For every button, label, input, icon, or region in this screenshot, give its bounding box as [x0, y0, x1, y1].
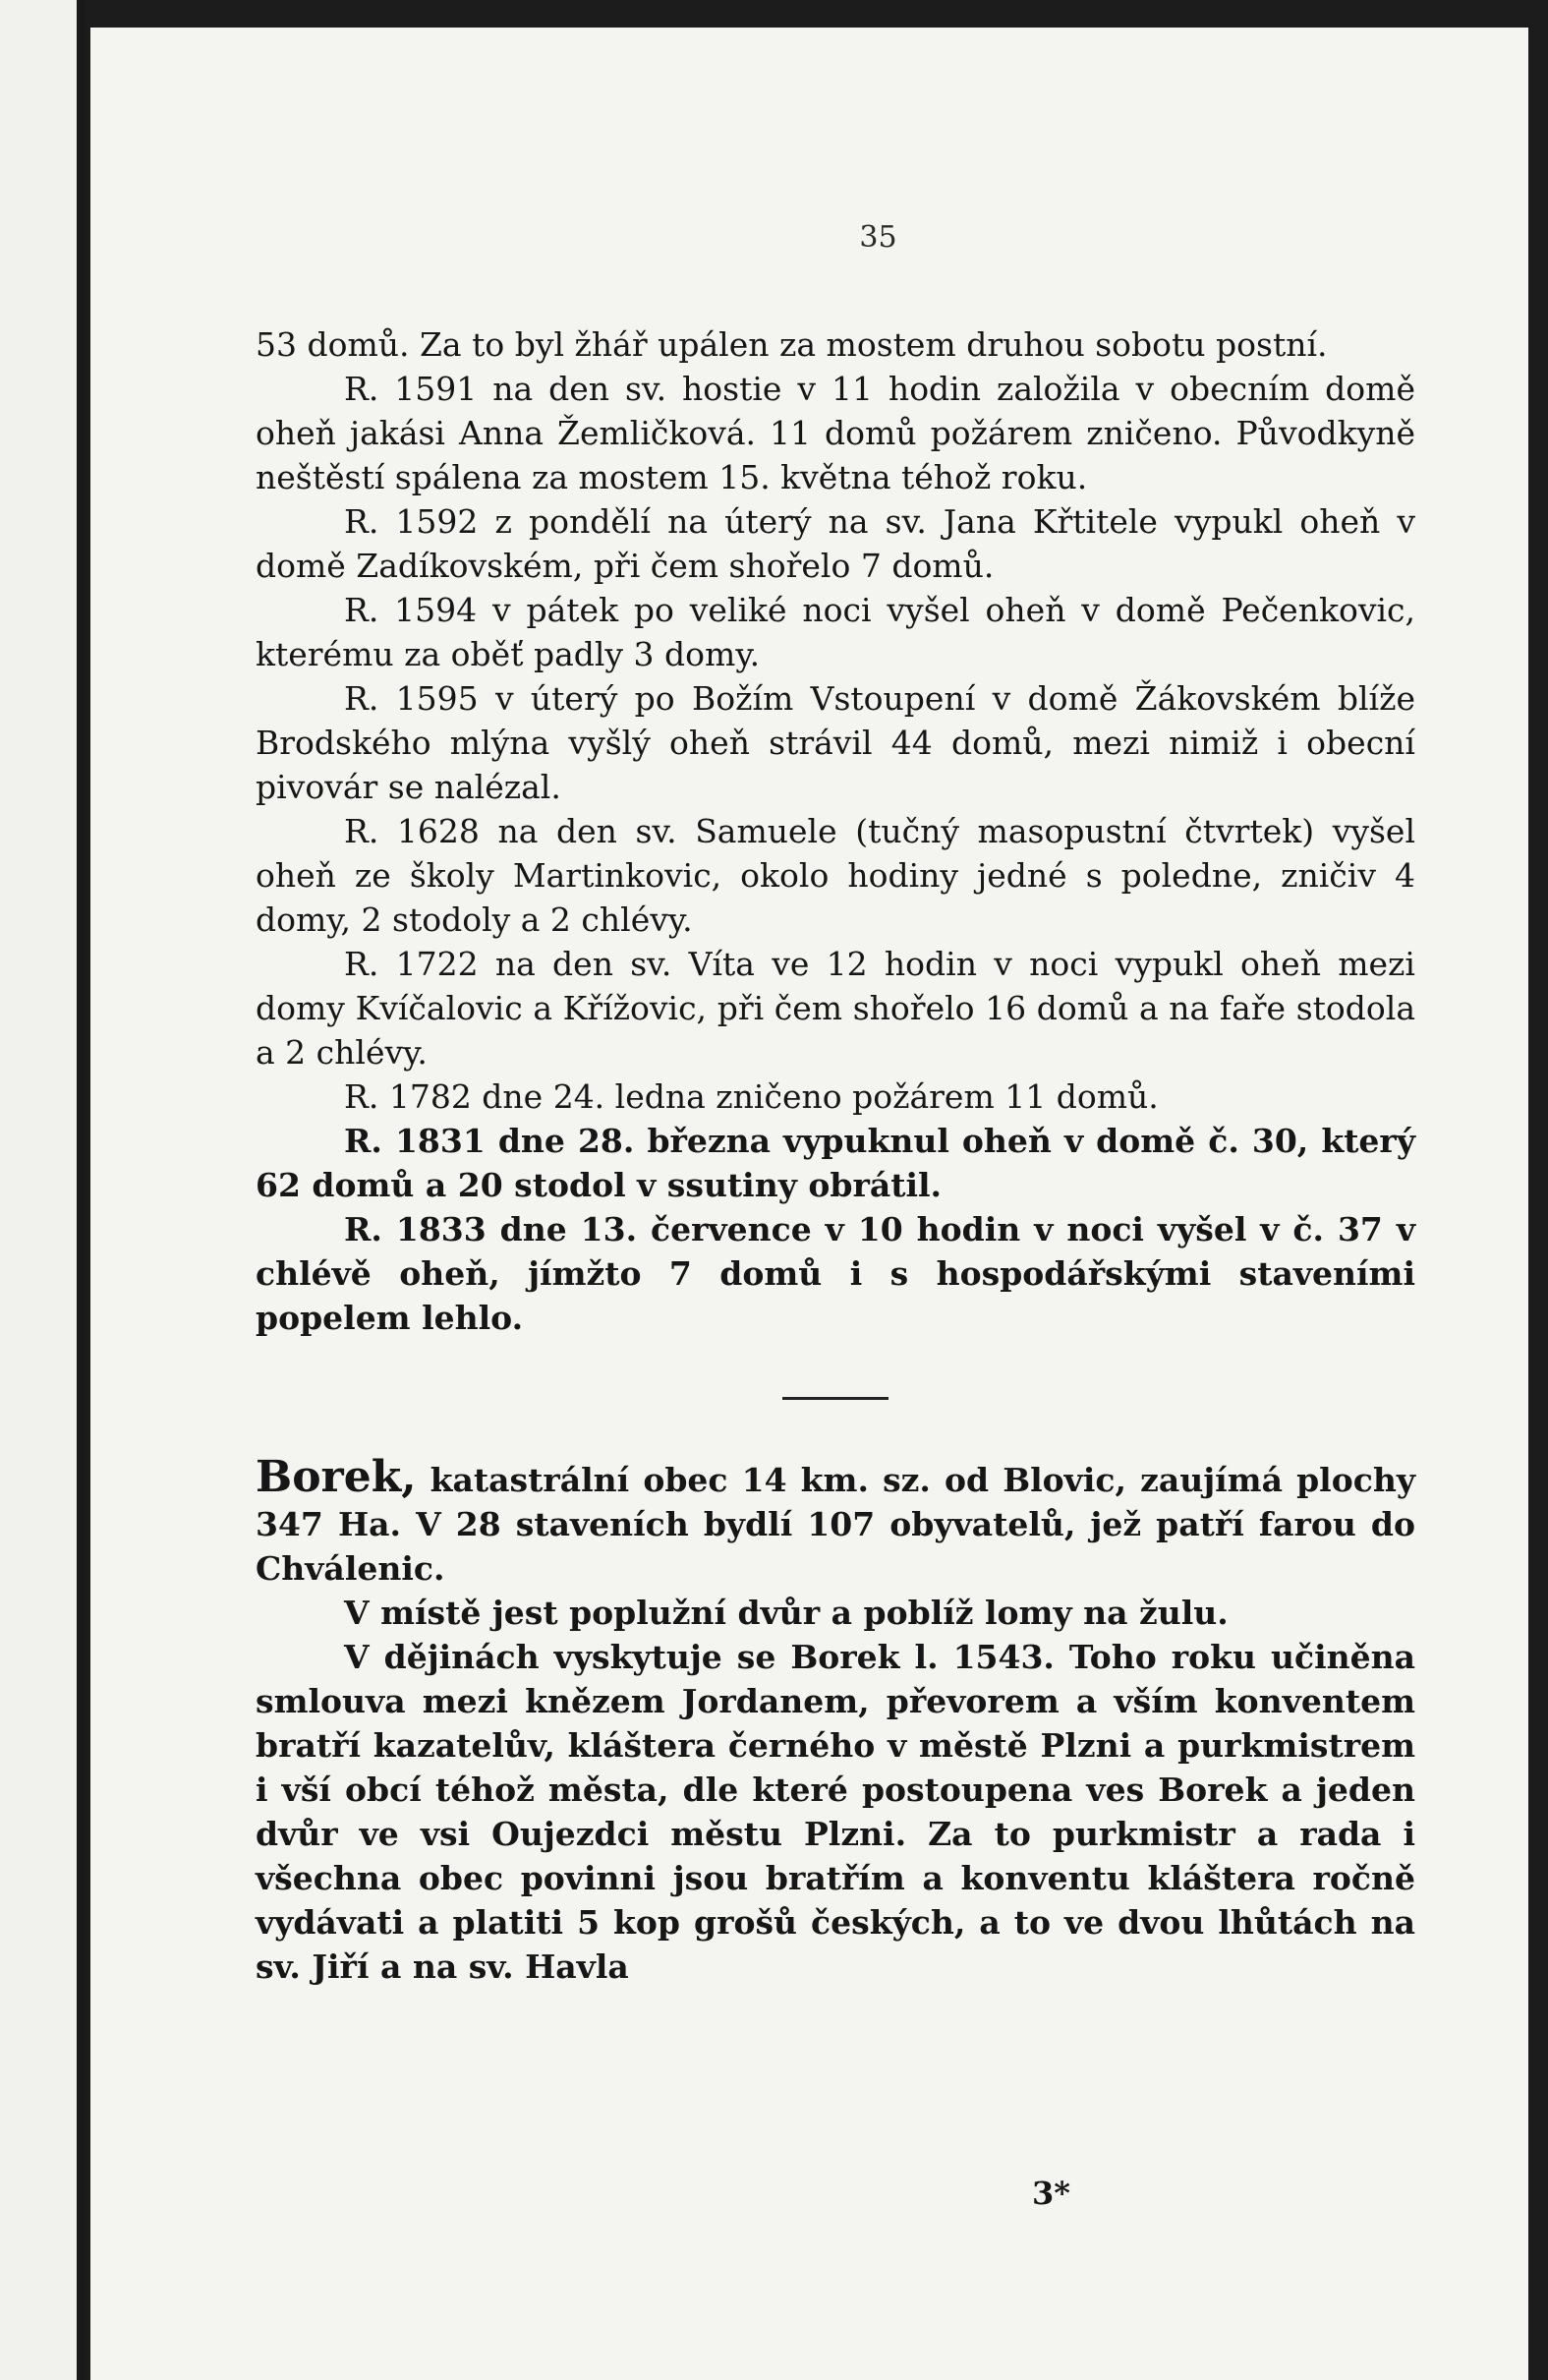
previous-page-strip	[0, 0, 83, 2380]
book-page	[90, 28, 1528, 2380]
borek-heading: Borek,	[256, 1452, 417, 1502]
borek-intro-text: katastrální obec 14 km. sz. od Blovic, zaujímá plochy 347 Ha. V 28 staveních bydlí 107 obyvatelů, jež patří farou do Chválenic.	[256, 1461, 1415, 1588]
paragraph-5: R. 1595 v úterý po Božím Vstoupení v domě Žákovském blíže Brodského mlýna vyšlý oheň strávil 44 domů, mezi nimiž i obecní pivovár se nalézal.	[256, 679, 1415, 806]
paragraph-4: R. 1594 v pátek po veliké noci vyšel oheň v domě Pečenkovic, kterému za oběť padly 3 domy.	[256, 591, 1415, 673]
paragraph-3: R. 1592 z pondělí na úterý na sv. Jana Křtitele vypukl oheň v domě Zadíkovském, při čem shořelo 7 domů.	[256, 502, 1415, 585]
paragraph-8: R. 1782 dne 24. ledna zničeno požárem 11 domů.	[344, 1077, 1159, 1116]
borek-paragraph-1: V místě jest poplužní dvůr a poblíž lomy na žulu.	[344, 1594, 1229, 1632]
paragraph-9: R. 1831 dne 28. března vypuknul oheň v domě č. 30, který 62 domů a 20 stodol v ssutiny obrátil.	[256, 1122, 1415, 1204]
paragraph-2: R. 1591 na den sv. hostie v 11 hodin založila v obecním domě oheň jakási Anna Žemličková. 11 domů požárem zničeno. Původkyně neštěstí spálena za mostem 15. května téhož roku.	[256, 370, 1415, 496]
paragraph-6: R. 1628 na den sv. Samuele (tučný masopustní čtvrtek) vyšel oheň ze školy Martinkovic, okolo hodiny jedné s poledne, zničiv 4 domy, 2 stodoly a 2 chlévy.	[256, 812, 1415, 939]
paragraph-7: R. 1722 na den sv. Víta ve 12 hodin v noci vypukl oheň mezi domy Kvíčalovic a Křížovic, při čem shořelo 16 domů a na faře stodola a 2 chlévy.	[256, 945, 1415, 1072]
page-number: 35	[859, 220, 897, 255]
borek-intro-paragraph	[256, 1452, 1415, 1591]
page-edge-shadow	[77, 0, 85, 2380]
signature-mark: 3*	[1032, 2175, 1070, 2212]
paragraph-1: 53 domů. Za to byl žhář upálen za mostem druhou sobotu postní.	[256, 325, 1328, 364]
borek-paragraph-2: V dějinách vyskytuje se Borek l. 1543. Toho roku učiněna smlouva mezi knězem Jordanem, převorem a vším konventem bratří kazatelův, kláštera černého v městě Plzni a purkmistrem i vší obcí téhož města, dle které postoupena ves Borek a jeden dvůr ve vsi Oujezdci městu Plzni. Za to purkmistr a rada i všechna obec povinni jsou bratřím a konventu kláštera ročně vydávati a platiti 5 kop grošů českých, a to ve dvou lhůtách na sv. Jiří a na sv. Havla	[256, 1638, 1415, 1986]
section-divider	[782, 1397, 889, 1400]
page-text	[256, 322, 1415, 1989]
paragraph-10: R. 1833 dne 13. července v 10 hodin v noci vyšel v č. 37 v chlévě oheň, jímžto 7 domů i s hospodářskými staveními popelem lehlo.	[256, 1210, 1415, 1337]
